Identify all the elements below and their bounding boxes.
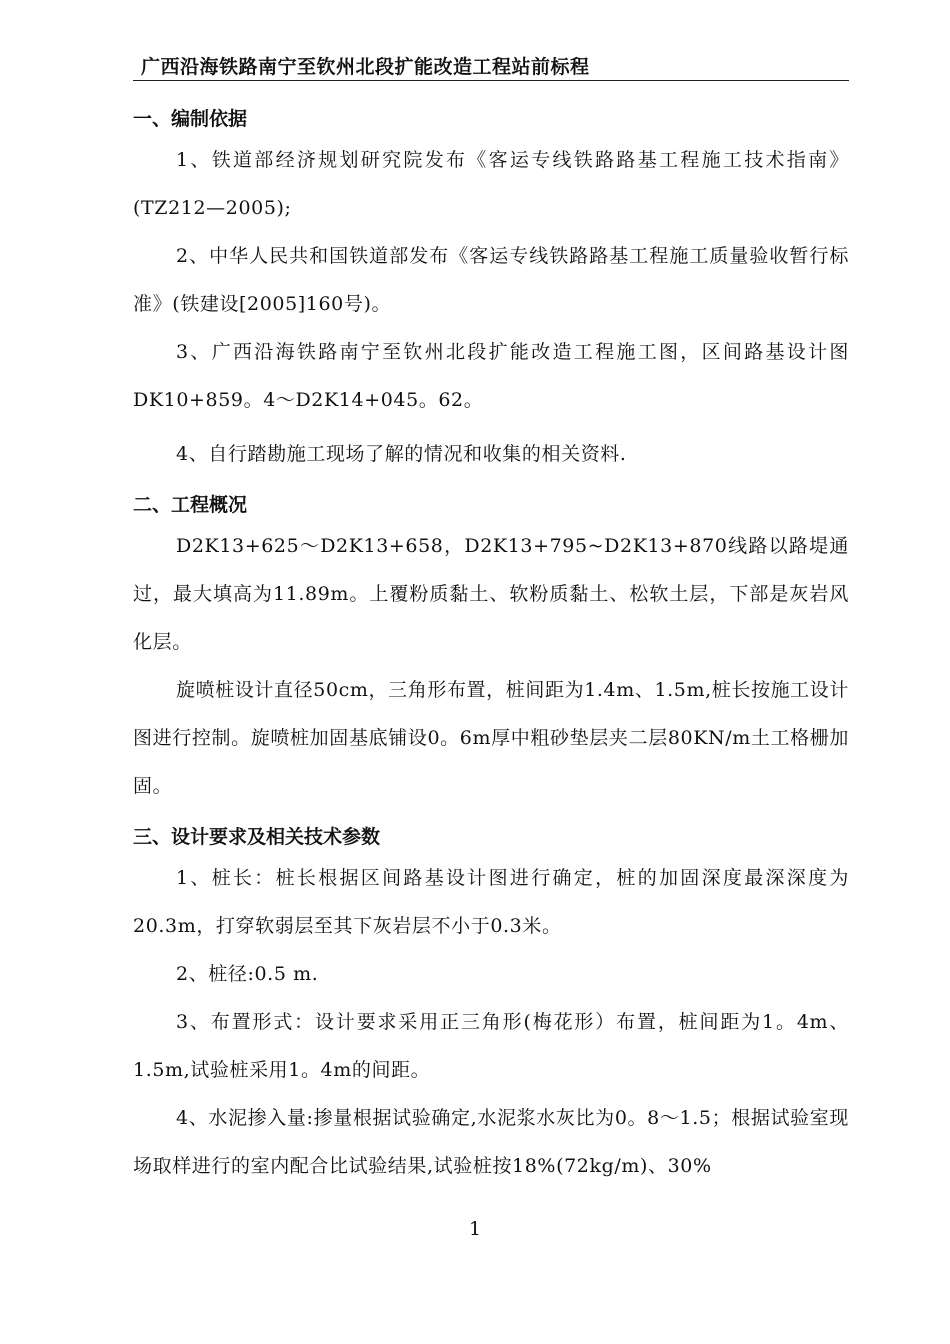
section-heading-requirements: 三、设计要求及相关技术参数 bbox=[133, 826, 381, 848]
paragraph: D2K13+625～D2K13+658，D2K13+795~D2K13+870线路以路堤通过，最大填高为11.89m。上覆粉质黏土、软粉质黏土、松软土层，下部是灰岩风化层。 bbox=[133, 535, 849, 653]
paragraph: 3、广西沿海铁路南宁至钦州北段扩能改造工程施工图，区间路基设计图DK10+859。4～D2K14+045。62。 bbox=[133, 341, 849, 411]
paragraph: 4、自行踏勘施工现场了解的情况和收集的相关资料. bbox=[176, 443, 627, 465]
paragraph: 旋喷桩设计直径50cm，三角形布置，桩间距为1.4m、1.5m,桩长按施工设计图进行控制。旋喷桩加固基底铺设0。6m厚中粗砂垫层夹二层80KN/m土工格栅加固。 bbox=[133, 679, 849, 797]
header-title: 广西沿海铁路南宁至钦州北段扩能改造工程站前标程 bbox=[141, 56, 590, 78]
paragraph: 4、水泥掺入量:掺量根据试验确定,水泥浆水灰比为0。8～1.5；根据试验室现场取样进行的室内配合比试验结果,试验桩按18%(72kg/m)、30% bbox=[133, 1107, 849, 1177]
paragraph: 1、铁道部经济规划研究院发布《客运专线铁路路基工程施工技术指南》(TZ212—2005); bbox=[133, 149, 849, 219]
page-number: 1 bbox=[468, 1218, 482, 1240]
section-heading-basis: 一、编制依据 bbox=[133, 108, 248, 130]
paragraph: 2、中华人民共和国铁道部发布《客运专线铁路路基工程施工质量验收暂行标准》(铁建设[2005]160号)。 bbox=[133, 245, 849, 315]
document-body bbox=[133, 104, 849, 1190]
paragraph: 1、桩长：桩长根据区间路基设计图进行确定，桩的加固深度最深深度为20.3m，打穿软弱层至其下灰岩层不小于0.3米。 bbox=[133, 867, 849, 937]
section-heading-overview: 二、工程概况 bbox=[133, 494, 248, 516]
paragraph: 3、布置形式：设计要求采用正三角形(梅花形）布置，桩间距为1。4m、1.5m,试验桩采用1。4m的间距。 bbox=[133, 1011, 849, 1081]
page-header bbox=[133, 50, 849, 81]
paragraph: 2、桩径:0.5 m. bbox=[176, 963, 319, 985]
